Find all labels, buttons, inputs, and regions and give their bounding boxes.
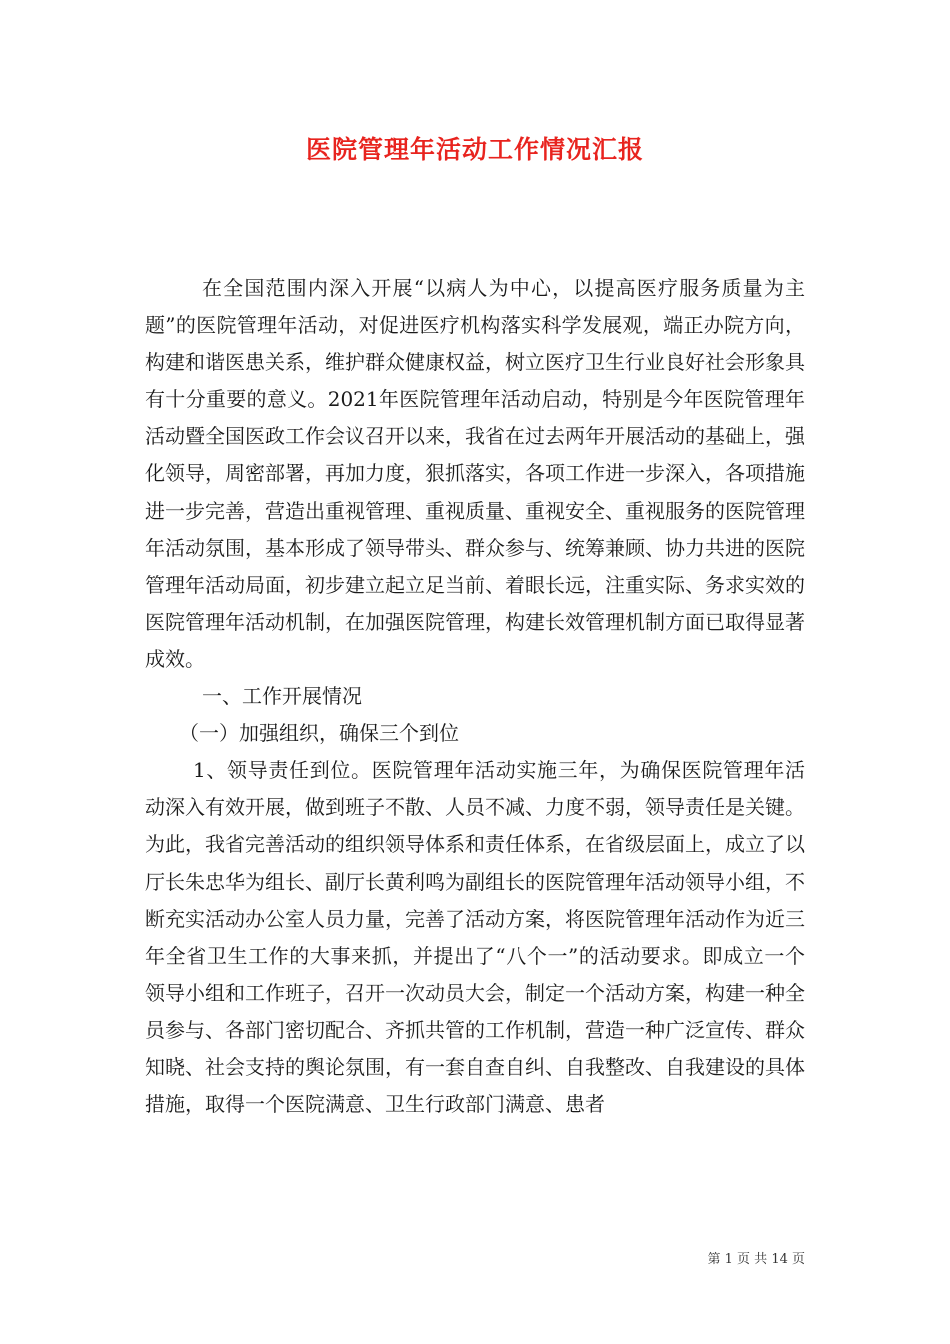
subsection-heading: （一）加强组织，确保三个到位 xyxy=(179,721,459,746)
page-number: 第 1 页 共 14 页 xyxy=(707,1252,805,1267)
document-title: 医院管理年活动工作情况汇报 xyxy=(305,135,644,164)
section-heading: 一、工作开展情况 xyxy=(202,684,362,709)
page-footer xyxy=(708,1248,805,1267)
intro-paragraph: 在全国范围内深入开展“以病人为中心，以提高医疗服务质量为主题”的医院管理年活动，对促进医疗机构落实科学发展观，端正办院方向，构建和谐医患关系，维护群众健康权益，树立医疗卫生行业良好社会形象具有十分重要的意义。2021年医院管理年活动启动，特别是今年医院管理年活动暨全国医政工作会议召开以来，我省在过去两年开展活动的基础上，强化领导，周密部署，再加力度，狠抓落实，各项工作进一步深入，各项措施进一步完善，营造出重视管理、重视质量、重视安全、重视服务的医院管理年活动氛围，基本形成了领导带头、群众参与、统筹兼顾、协力共进的医院管理年活动局面，初步建立起立足当前、着眼长远，注重实际、务求实效的医院管理年活动机制，在加强医院管理，构建长效管理机制方面已取得显著成效。 xyxy=(145,276,805,671)
item-paragraph: 1、领导责任到位。医院管理年活动实施三年，为确保医院管理年活动深入有效开展，做到班子不散、人员不减、力度不弱，领导责任是关键。为此，我省完善活动的组织领导体系和责任体系，在省级层面上，成立了以厅长朱忠华为组长、副厅长黄利鸣为副组长的医院管理年活动领导小组，不断充实活动办公室人员力量，完善了活动方案，将医院管理年活动作为近三年全省卫生工作的大事来抓，并提出了“八个一”的活动要求。即成立一个领导小组和工作班子，召开一次动员大会，制定一个活动方案，构建一种全员参与、各部门密切配合、齐抓共管的工作机制，营造一种广泛宣传、群众知晓、社会支持的舆论氛围，有一套自查自纠、自我整改、自我建设的具体措施，取得一个医院满意、卫生行政部门满意、患者 xyxy=(145,758,805,1117)
document-body xyxy=(145,270,805,1123)
